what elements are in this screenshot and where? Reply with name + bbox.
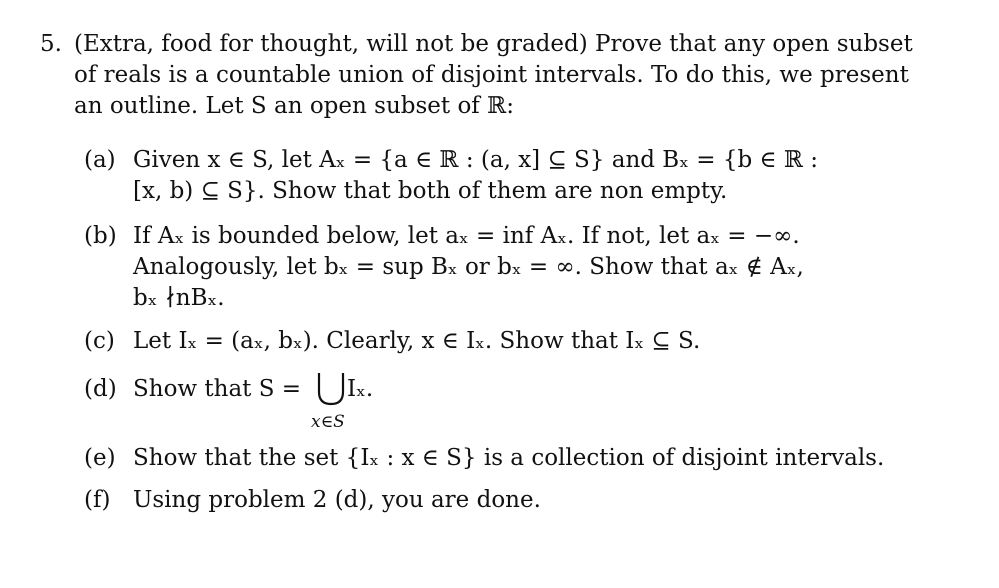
item-b-line-2: Analogously, let bₓ = sup Bₓ or bₓ = ∞. Show that aₓ ∉ Aₓ,: [133, 254, 804, 280]
item-a-line-2: [x, b) ⊆ S}. Show that both of them are non empty.: [133, 178, 728, 204]
item-d-line-2: Iₓ.: [347, 376, 374, 402]
intro-line-3: an outline. Let S an open subset of ℝ:: [74, 93, 514, 119]
union-subscript: x∈S: [311, 412, 345, 432]
item-f-line-1: Using problem 2 (d), you are done.: [133, 487, 541, 513]
item-e-line-1: Show that the set {Iₓ : x ∈ S} is a collection of disjoint intervals.: [133, 445, 885, 471]
intro-line-1: (Extra, food for thought, will not be graded) Prove that any open subset: [74, 31, 913, 57]
item-d-label: (d): [84, 376, 117, 402]
intro-line-2: of reals is a countable union of disjoint intervals. To do this, we present: [74, 62, 909, 88]
item-c-line-1: Let Iₓ = (aₓ, bₓ). Clearly, x ∈ Iₓ. Show that Iₓ ⊆ S.: [133, 328, 701, 354]
item-f-label: (f): [84, 487, 111, 513]
item-a-label: (a): [84, 147, 116, 173]
problem-number: 5.: [40, 31, 62, 57]
item-d-line-1: Show that S =: [133, 376, 302, 402]
item-c-label: (c): [84, 328, 115, 354]
big-union-symbol: [316, 372, 346, 406]
item-e-label: (e): [84, 445, 116, 471]
item-b-line-1: If Aₓ is bounded below, let aₓ = inf Aₓ. If not, let aₓ = −∞.: [133, 223, 800, 249]
item-a-line-1: Given x ∈ S, let Aₓ = {a ∈ ℝ : (a, x] ⊆ S} and Bₓ = {b ∈ ℝ :: [133, 147, 819, 173]
item-b-label: (b): [84, 223, 117, 249]
item-b-line-3: bₓ ∤nBₓ.: [133, 285, 225, 311]
